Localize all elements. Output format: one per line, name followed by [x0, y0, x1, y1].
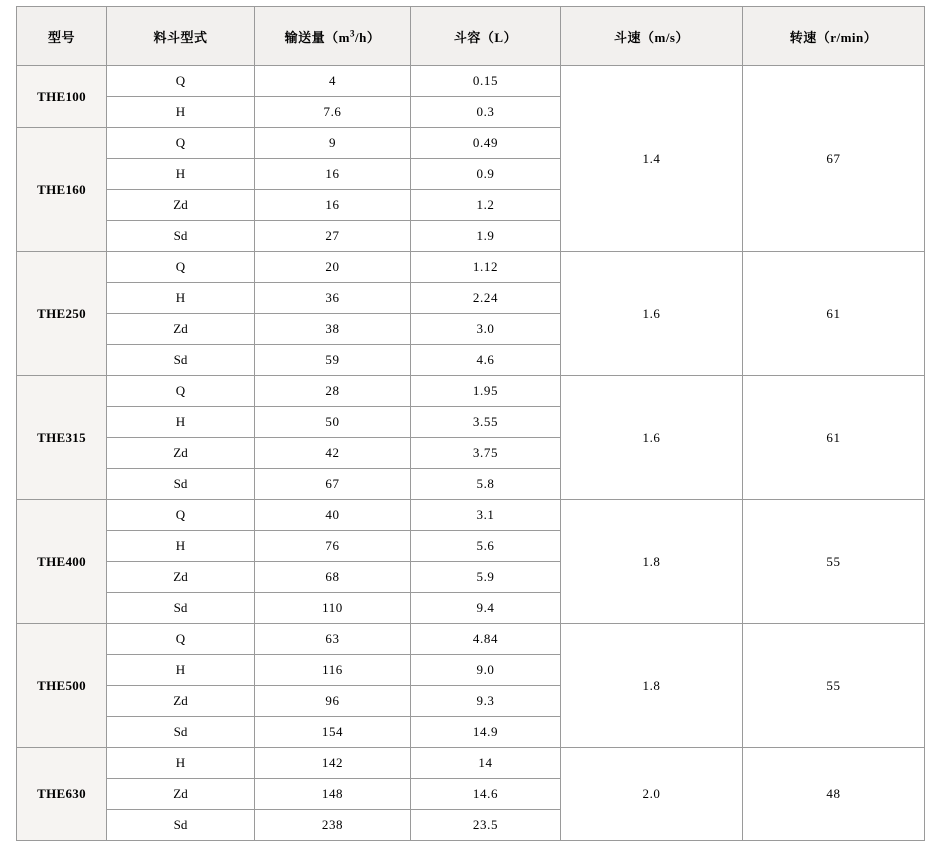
cell-bucket-type: Q: [107, 500, 255, 531]
cell-capacity: 59: [255, 345, 411, 376]
header-capacity-pre: 输送量（m: [284, 29, 350, 45]
cell-bucket-type: Q: [107, 66, 255, 97]
cell-bucket-speed: 2.0: [561, 748, 743, 841]
cell-bucket-type: Sd: [107, 810, 255, 841]
cell-bucket-volume: 9.3: [411, 686, 561, 717]
header-capacity: [255, 7, 411, 66]
table-row: [17, 252, 925, 283]
cell-bucket-type: H: [107, 97, 255, 128]
header-row: [17, 7, 925, 66]
cell-bucket-type: Q: [107, 128, 255, 159]
cell-model: THE315: [17, 376, 107, 500]
cell-bucket-type: Zd: [107, 779, 255, 810]
cell-bucket-type: Zd: [107, 562, 255, 593]
cell-rotation-speed: 48: [743, 748, 925, 841]
cell-rotation-speed: 55: [743, 624, 925, 748]
cell-bucket-volume: 23.5: [411, 810, 561, 841]
cell-capacity: 4: [255, 66, 411, 97]
cell-capacity: 50: [255, 407, 411, 438]
cell-bucket-volume: 1.12: [411, 252, 561, 283]
table-body: [17, 66, 925, 841]
cell-model: THE400: [17, 500, 107, 624]
cell-rotation-speed: 61: [743, 252, 925, 376]
cell-bucket-volume: 14.9: [411, 717, 561, 748]
cell-bucket-type: Zd: [107, 686, 255, 717]
cell-capacity: 68: [255, 562, 411, 593]
cell-capacity: 27: [255, 221, 411, 252]
cell-bucket-speed: 1.6: [561, 252, 743, 376]
table-header: [17, 7, 925, 66]
cell-bucket-type: Sd: [107, 345, 255, 376]
table-row: [17, 624, 925, 655]
cell-capacity: 76: [255, 531, 411, 562]
header-bucket-volume: 斗容（L）: [411, 7, 561, 66]
cell-bucket-volume: 0.49: [411, 128, 561, 159]
cell-bucket-type: H: [107, 531, 255, 562]
cell-bucket-volume: 9.4: [411, 593, 561, 624]
cell-capacity: 40: [255, 500, 411, 531]
cell-capacity: 148: [255, 779, 411, 810]
cell-bucket-volume: 9.0: [411, 655, 561, 686]
cell-capacity: 142: [255, 748, 411, 779]
cell-bucket-speed: 1.6: [561, 376, 743, 500]
cell-bucket-volume: 4.6: [411, 345, 561, 376]
cell-bucket-volume: 5.9: [411, 562, 561, 593]
header-bucket-speed: 斗速（m/s）: [561, 7, 743, 66]
cell-capacity: 38: [255, 314, 411, 345]
cell-bucket-type: Zd: [107, 190, 255, 221]
cell-capacity: 238: [255, 810, 411, 841]
cell-bucket-volume: 3.75: [411, 438, 561, 469]
elevator-spec-table: [16, 6, 925, 841]
header-capacity-post: /h）: [355, 29, 381, 45]
cell-bucket-type: Zd: [107, 438, 255, 469]
cell-bucket-type: Sd: [107, 593, 255, 624]
cell-capacity: 116: [255, 655, 411, 686]
cell-bucket-speed: 1.8: [561, 500, 743, 624]
cell-bucket-volume: 0.9: [411, 159, 561, 190]
header-model: 型号: [17, 7, 107, 66]
cell-bucket-type: H: [107, 655, 255, 686]
cell-bucket-type: H: [107, 159, 255, 190]
cell-bucket-type: Q: [107, 376, 255, 407]
cell-bucket-volume: 4.84: [411, 624, 561, 655]
cell-model: THE160: [17, 128, 107, 252]
cell-model: THE630: [17, 748, 107, 841]
table-row: [17, 376, 925, 407]
cell-rotation-speed: 55: [743, 500, 925, 624]
table-row: [17, 748, 925, 779]
cell-bucket-speed: 1.8: [561, 624, 743, 748]
cell-bucket-type: H: [107, 283, 255, 314]
cell-bucket-volume: 3.0: [411, 314, 561, 345]
cell-capacity: 96: [255, 686, 411, 717]
cell-bucket-volume: 1.95: [411, 376, 561, 407]
header-rotation-speed: 转速（r/min）: [743, 7, 925, 66]
cell-rotation-speed: 61: [743, 376, 925, 500]
cell-capacity: 110: [255, 593, 411, 624]
cell-bucket-volume: 3.55: [411, 407, 561, 438]
cell-capacity: 9: [255, 128, 411, 159]
cell-capacity: 154: [255, 717, 411, 748]
cell-bucket-volume: 5.8: [411, 469, 561, 500]
cell-bucket-volume: 1.9: [411, 221, 561, 252]
cell-bucket-type: Sd: [107, 717, 255, 748]
table-row: [17, 500, 925, 531]
cell-bucket-volume: 3.1: [411, 500, 561, 531]
cell-capacity: 36: [255, 283, 411, 314]
cell-model: THE500: [17, 624, 107, 748]
cell-bucket-type: Q: [107, 252, 255, 283]
cell-bucket-speed: 1.4: [561, 66, 743, 252]
cell-bucket-volume: 14: [411, 748, 561, 779]
spec-table-page: [0, 6, 944, 832]
cell-rotation-speed: 67: [743, 66, 925, 252]
cell-capacity: 63: [255, 624, 411, 655]
cell-bucket-type: Q: [107, 624, 255, 655]
cell-capacity: 20: [255, 252, 411, 283]
cell-model: THE100: [17, 66, 107, 128]
cell-bucket-type: Sd: [107, 221, 255, 252]
table-row: [17, 66, 925, 97]
header-bucket-type: 料斗型式: [107, 7, 255, 66]
cell-capacity: 67: [255, 469, 411, 500]
cell-capacity: 42: [255, 438, 411, 469]
cell-bucket-volume: 1.2: [411, 190, 561, 221]
cell-capacity: 7.6: [255, 97, 411, 128]
cell-bucket-type: Sd: [107, 469, 255, 500]
cell-capacity: 16: [255, 159, 411, 190]
cell-bucket-volume: 0.3: [411, 97, 561, 128]
cell-model: THE250: [17, 252, 107, 376]
header-capacity-sup: 3: [350, 28, 355, 39]
cell-bucket-volume: 5.6: [411, 531, 561, 562]
cell-capacity: 28: [255, 376, 411, 407]
cell-bucket-volume: 14.6: [411, 779, 561, 810]
cell-bucket-type: Zd: [107, 314, 255, 345]
cell-bucket-volume: 2.24: [411, 283, 561, 314]
cell-bucket-type: H: [107, 407, 255, 438]
cell-bucket-type: H: [107, 748, 255, 779]
cell-bucket-volume: 0.15: [411, 66, 561, 97]
cell-capacity: 16: [255, 190, 411, 221]
